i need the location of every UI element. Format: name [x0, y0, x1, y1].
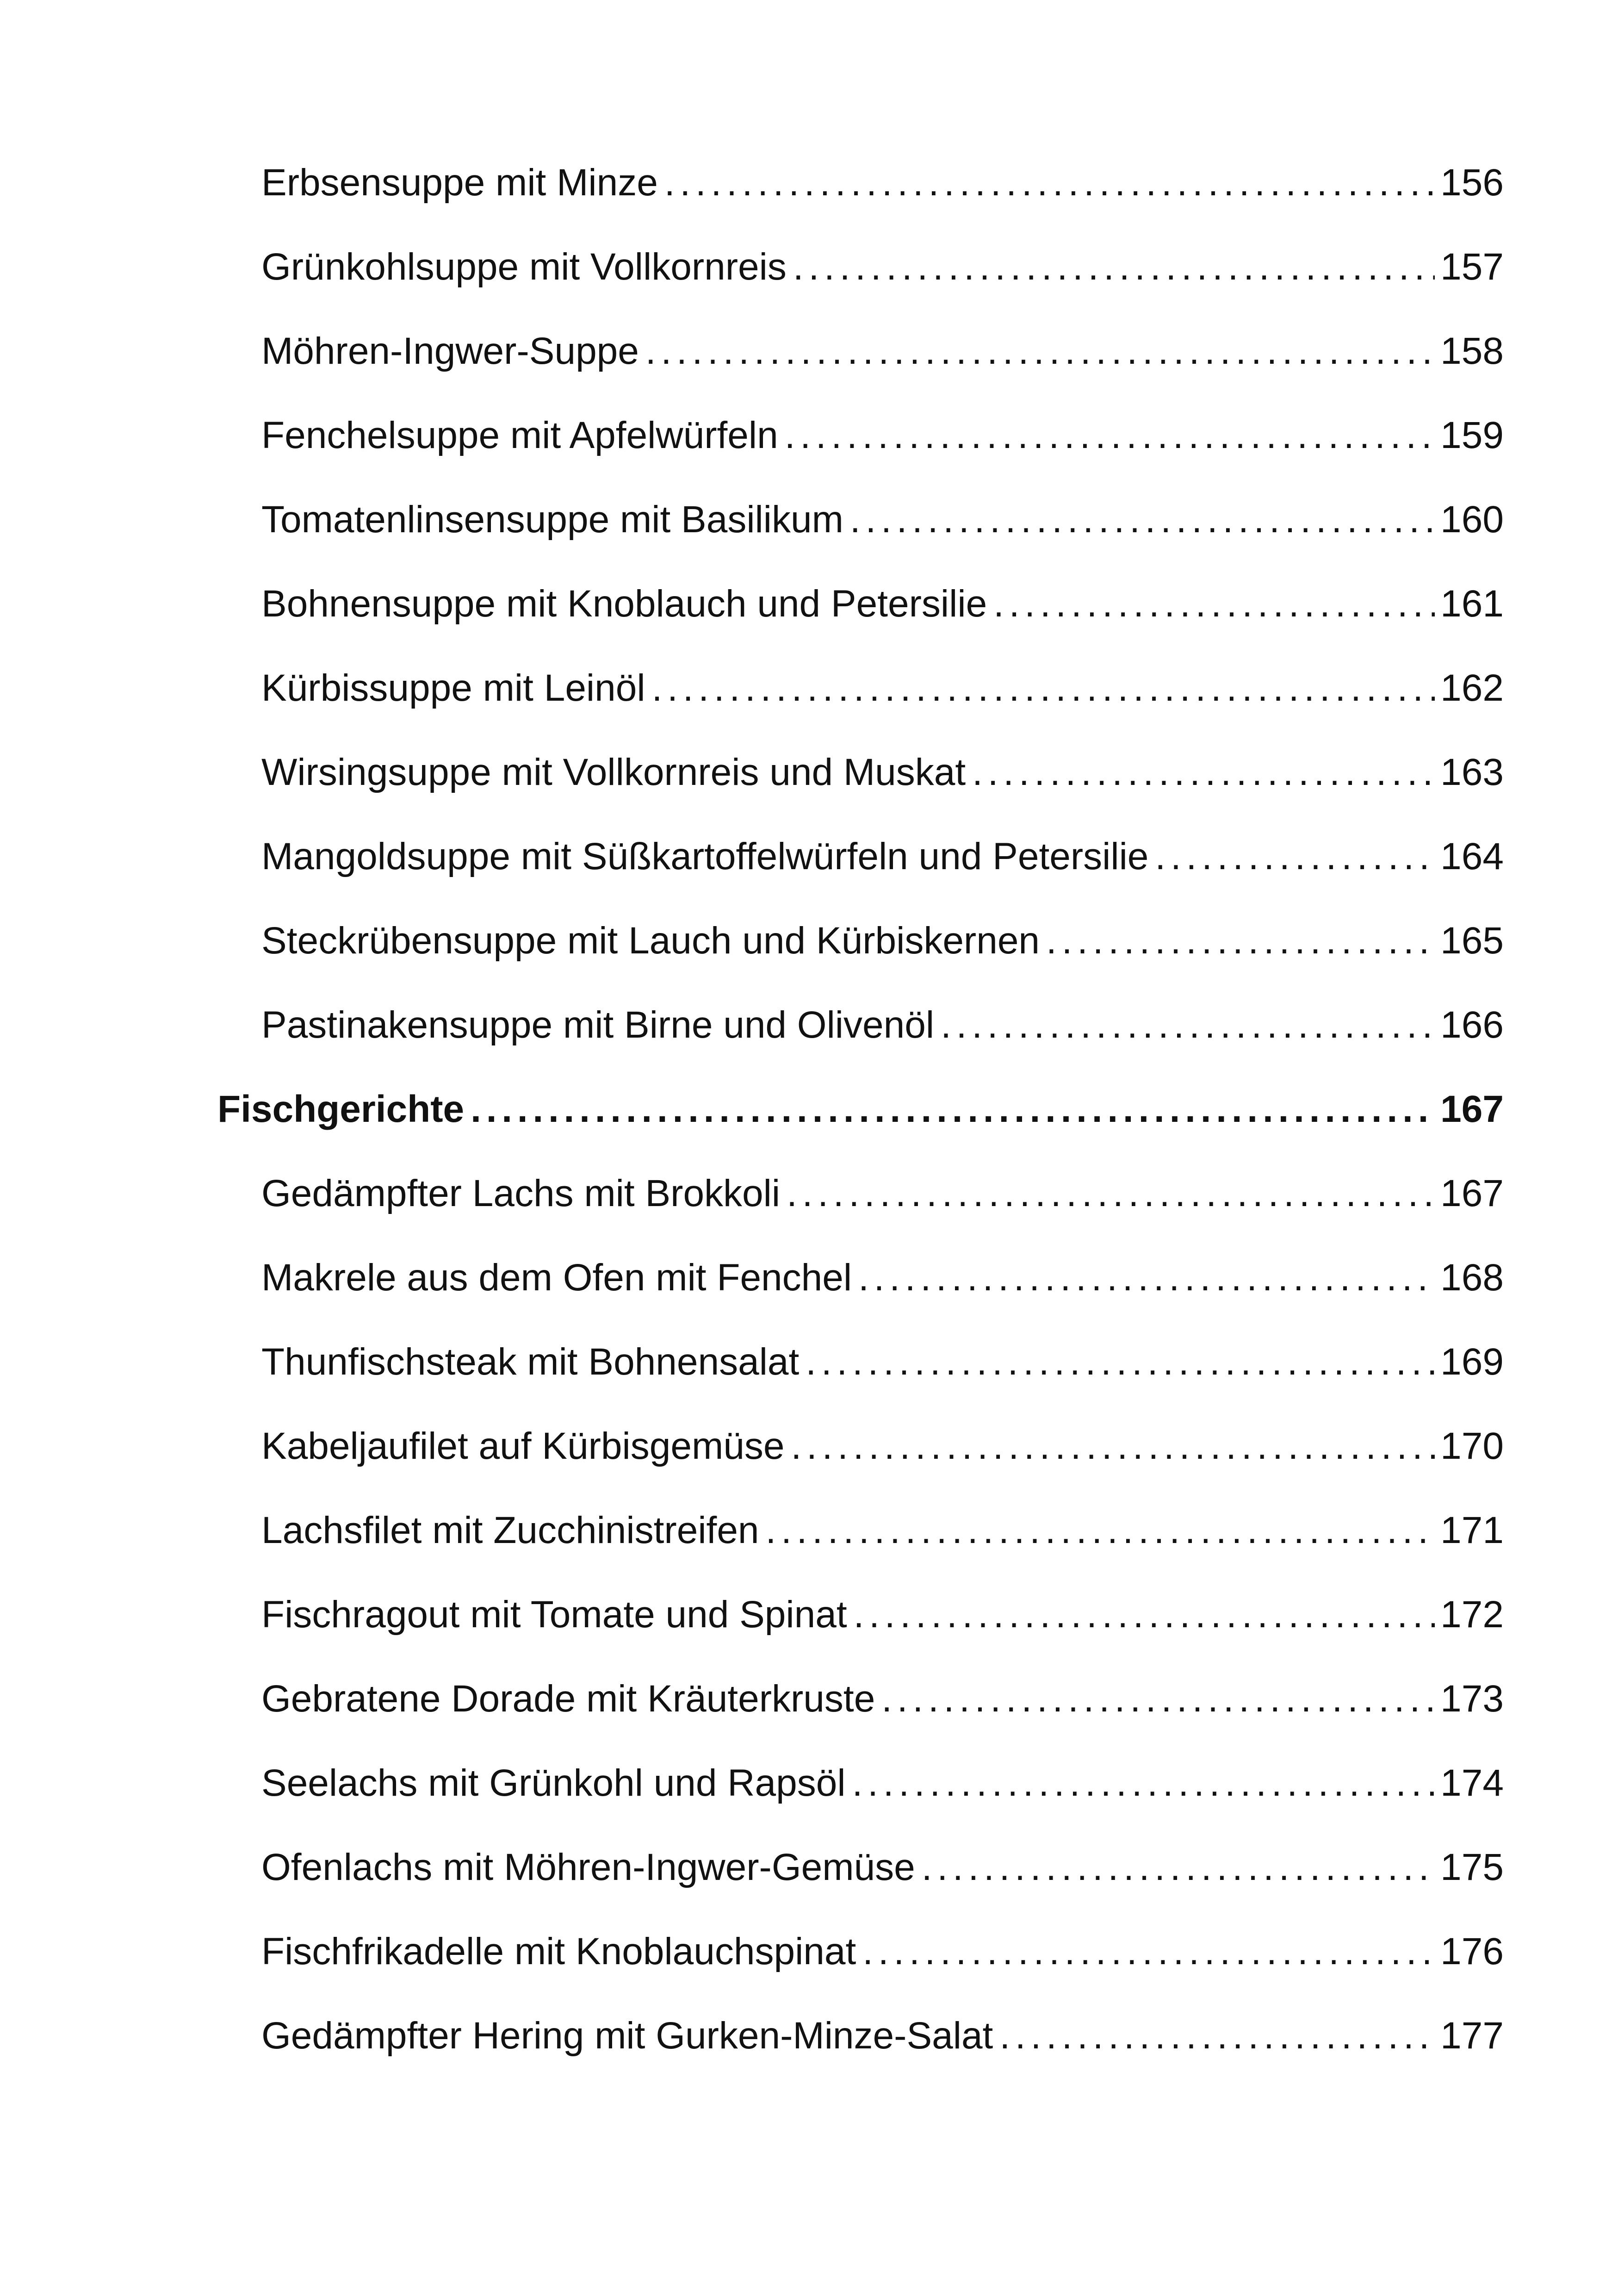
toc-entry-title: Steckrübensuppe mit Lauch und Kürbiskernen — [261, 920, 1040, 962]
toc-entry[interactable] — [217, 497, 1504, 581]
toc-entry-title: Fischragout mit Tomate und Spinat — [261, 1593, 847, 1636]
dot-leader — [854, 1592, 1435, 1638]
dot-leader — [652, 665, 1435, 711]
dot-leader — [1155, 834, 1435, 880]
dot-leader — [862, 1929, 1435, 1975]
toc-entry-page: 177 — [1440, 2015, 1504, 2057]
dot-leader — [993, 581, 1435, 627]
toc-entry-title: Fischfrikadelle mit Knoblauchspinat — [261, 1930, 856, 1972]
toc-entry[interactable] — [217, 244, 1504, 328]
toc-entry[interactable] — [217, 1592, 1504, 1676]
toc-entry-title: Wirsingsuppe mit Vollkornreis und Muskat — [261, 751, 966, 793]
toc-entry-title: Makrele aus dem Ofen mit Fenchel — [261, 1257, 852, 1299]
toc-entry[interactable] — [217, 1760, 1504, 1844]
toc-entry[interactable] — [217, 1002, 1504, 1086]
toc-entry[interactable] — [217, 1339, 1504, 1423]
toc-entry[interactable] — [217, 160, 1504, 244]
toc-entry-title: Kürbissuppe mit Leinöl — [261, 667, 645, 709]
dot-leader — [922, 1844, 1435, 1891]
dot-leader — [785, 412, 1435, 459]
toc-entry-page: 160 — [1440, 498, 1504, 541]
dot-leader — [793, 244, 1435, 290]
toc-entry-page: 162 — [1440, 667, 1504, 709]
toc-entry[interactable] — [217, 1170, 1504, 1255]
toc-entry-page: 167 — [1440, 1172, 1504, 1214]
toc-entry-title: Möhren-Ingwer-Suppe — [261, 330, 639, 372]
dot-leader — [645, 328, 1435, 374]
dot-leader — [972, 749, 1435, 796]
toc-entry[interactable] — [217, 1929, 1504, 2013]
toc-entry-title: Erbsensuppe mit Minze — [261, 162, 658, 204]
toc-entry-title: Mangoldsuppe mit Süßkartoffelwürfeln und Petersilie — [261, 835, 1149, 877]
toc-entry[interactable] — [217, 581, 1504, 665]
toc-entry-title: Gebratene Dorade mit Kräuterkruste — [261, 1678, 875, 1720]
toc-section-heading[interactable] — [217, 1086, 1504, 1170]
toc-entry-title: Gedämpfter Hering mit Gurken-Minze-Salat — [261, 2015, 993, 2057]
toc-entry-title: Thunfischsteak mit Bohnensalat — [261, 1341, 800, 1383]
toc-entry-page: 163 — [1440, 751, 1504, 793]
toc-entry-page: 159 — [1440, 414, 1504, 456]
toc-entry[interactable] — [217, 665, 1504, 749]
dot-leader — [1046, 918, 1435, 964]
toc-entry-title: Gedämpfter Lachs mit Brokkoli — [261, 1172, 781, 1214]
toc-entry-page: 171 — [1440, 1509, 1504, 1551]
toc-section-title: Fischgerichte — [217, 1088, 465, 1130]
toc-section-page: 167 — [1440, 1088, 1504, 1130]
toc-entry-page: 172 — [1440, 1593, 1504, 1636]
toc-entry-page: 169 — [1440, 1341, 1504, 1383]
dot-leader — [806, 1339, 1435, 1385]
toc-entry[interactable] — [217, 412, 1504, 497]
dot-leader — [787, 1170, 1435, 1217]
toc-entry[interactable] — [217, 749, 1504, 834]
toc-entry-page: 165 — [1440, 920, 1504, 962]
toc-entry-title: Seelachs mit Grünkohl und Rapsöl — [261, 1762, 846, 1804]
toc-entry[interactable] — [217, 328, 1504, 412]
toc-entry-title: Tomatenlinsensuppe mit Basilikum — [261, 498, 843, 541]
toc-entry-title: Kabeljaufilet auf Kürbisgemüse — [261, 1425, 785, 1467]
toc-entry[interactable] — [217, 2013, 1504, 2097]
toc-entry-page: 173 — [1440, 1678, 1504, 1720]
toc-entry-page: 168 — [1440, 1257, 1504, 1299]
toc-entry-page: 157 — [1440, 246, 1504, 288]
dot-leader — [999, 2013, 1435, 2059]
toc-entry-page: 161 — [1440, 583, 1504, 625]
toc-entry-title: Grünkohlsuppe mit Vollkornreis — [261, 246, 787, 288]
toc-entry[interactable] — [217, 834, 1504, 918]
toc-entry-page: 166 — [1440, 1004, 1504, 1046]
dot-leader — [766, 1507, 1435, 1554]
dot-leader — [941, 1002, 1435, 1048]
toc-entry-title: Pastinakensuppe mit Birne und Olivenöl — [261, 1004, 935, 1046]
table-of-contents — [217, 160, 1504, 2097]
toc-entry[interactable] — [217, 1507, 1504, 1592]
toc-entry-page: 158 — [1440, 330, 1504, 372]
dot-leader — [791, 1423, 1435, 1469]
dot-leader — [664, 160, 1435, 206]
toc-entry-title: Lachsfilet mit Zucchinistreifen — [261, 1509, 759, 1551]
toc-entry-page: 176 — [1440, 1930, 1504, 1972]
dot-leader — [881, 1676, 1435, 1722]
toc-entry-title: Bohnensuppe mit Knoblauch und Petersilie — [261, 583, 987, 625]
toc-entry-title: Fenchelsuppe mit Apfelwürfeln — [261, 414, 778, 456]
toc-entry[interactable] — [217, 1676, 1504, 1760]
toc-entry[interactable] — [217, 1255, 1504, 1339]
toc-entry[interactable] — [217, 1423, 1504, 1507]
toc-entry[interactable] — [217, 918, 1504, 1002]
toc-entry-page: 170 — [1440, 1425, 1504, 1467]
dot-leader — [858, 1255, 1435, 1301]
dot-leader — [850, 497, 1435, 543]
toc-entry-page: 174 — [1440, 1762, 1504, 1804]
toc-entry[interactable] — [217, 1844, 1504, 1929]
toc-entry-page: 156 — [1440, 162, 1504, 204]
toc-entry-page: 164 — [1440, 835, 1504, 877]
dot-leader — [852, 1760, 1435, 1806]
dot-leader — [471, 1086, 1435, 1132]
toc-entry-title: Ofenlachs mit Möhren-Ingwer-Gemüse — [261, 1846, 915, 1888]
toc-entry-page: 175 — [1440, 1846, 1504, 1888]
